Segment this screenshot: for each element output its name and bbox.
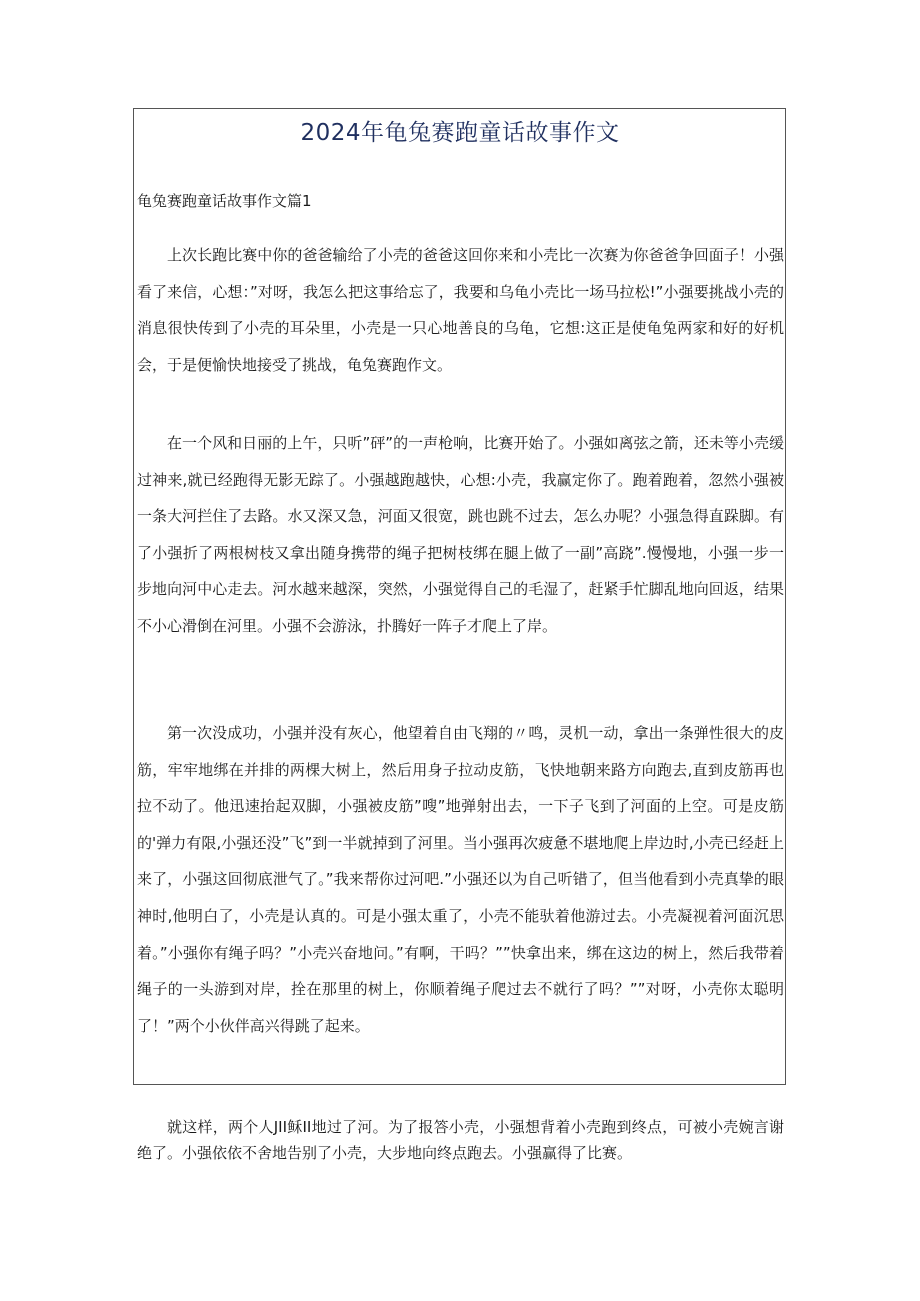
story-paragraph-2: 在一个风和日丽的上午，只听”砰”的一声枪响，比赛开始了。小强如离弦之箭，还未等小壳缓过神来,就已经跑得无影无踪了。小强越跑越快，心想:小壳，我赢定你了。跑着跑着，忽然小强被一条大河拦住了去路。水又深又急，河面又很宽，跳也跳不过去，怎么办呢？小强急得直跺脚。有了小强折了两根树枝又拿出随身携带的绳子把树枝绑在腿上做了一副”高跷”.慢慢地，小强一步一步地向河中心走去。河水越来越深，突然，小强觉得自己的毛湿了，赶紧手忙脚乱地向回返，结果不小心滑倒在河里。小强不会游泳，扑腾好一阵子才爬上了岸。	[137, 434, 784, 635]
story-paragraph-3: 第一次没成功，小强并没有灰心，他望着自由飞翔的〃鸣，灵机一动，拿出一条弹性很大的皮筋，牢牢地绑在并排的两棵大树上，然后用身子拉动皮筋，飞快地朝来路方向跑去,直到皮筋再也拉不动了。他迅速抬起双脚，小强被皮筋”嗖”地弹射出去，一下子飞到了河面的上空。可是皮筋的'弹力有限,小强还没”飞”到一半就掉到了河里。当小强再次疲惫不堪地爬上岸边时,小壳已经赶上来了，小强这回彻底泄气了。”我来帮你过河吧.”小强还以为自己听错了，但当他看到小壳真挚的眼神时,他明白了，小壳是认真的。可是小强太重了，小壳不能驮着他游过去。小壳凝视着河面沉思着。”小强你有绳子吗？”小壳兴奋地问。”有啊，干吗？””快拿出来，绑在这边的树上，然后我带着绳子的一头游到对岸，拴在那里的树上，你顺着绳子爬过去不就行了吗？””对呀，小壳你太聪明了！”两个小伙伴高兴得跳了起来。	[137, 724, 784, 1035]
document-title: 2024年龟兔赛跑童话故事作文	[300, 120, 620, 146]
closing-paragraph: 就这样，两个人JII稣II地过了河。为了报答小壳，小强想背着小壳跑到终点，可被小壳婉言谢绝了。小强依依不舍地告别了小壳，大步地向终点跑去。小强赢得了比赛。	[137, 1118, 784, 1162]
section-heading: 龟兔赛跑童话故事作文篇1	[137, 192, 312, 210]
story-paragraph-1: 上次长跑比赛中你的爸爸输给了小壳的爸爸这回你来和小壳比一次赛为你爸爸争回面子！小强看了来信，心想：”对呀，我怎么把这事给忘了，我要和乌龟小壳比一场马拉松!”小强要挑战小壳的消息很快传到了小壳的耳朵里，小壳是一只心地善良的乌龟，它想:这正是使龟兔两家和好的好机会，于是便愉快地接受了挑战，龟兔赛跑作文。	[137, 246, 784, 374]
